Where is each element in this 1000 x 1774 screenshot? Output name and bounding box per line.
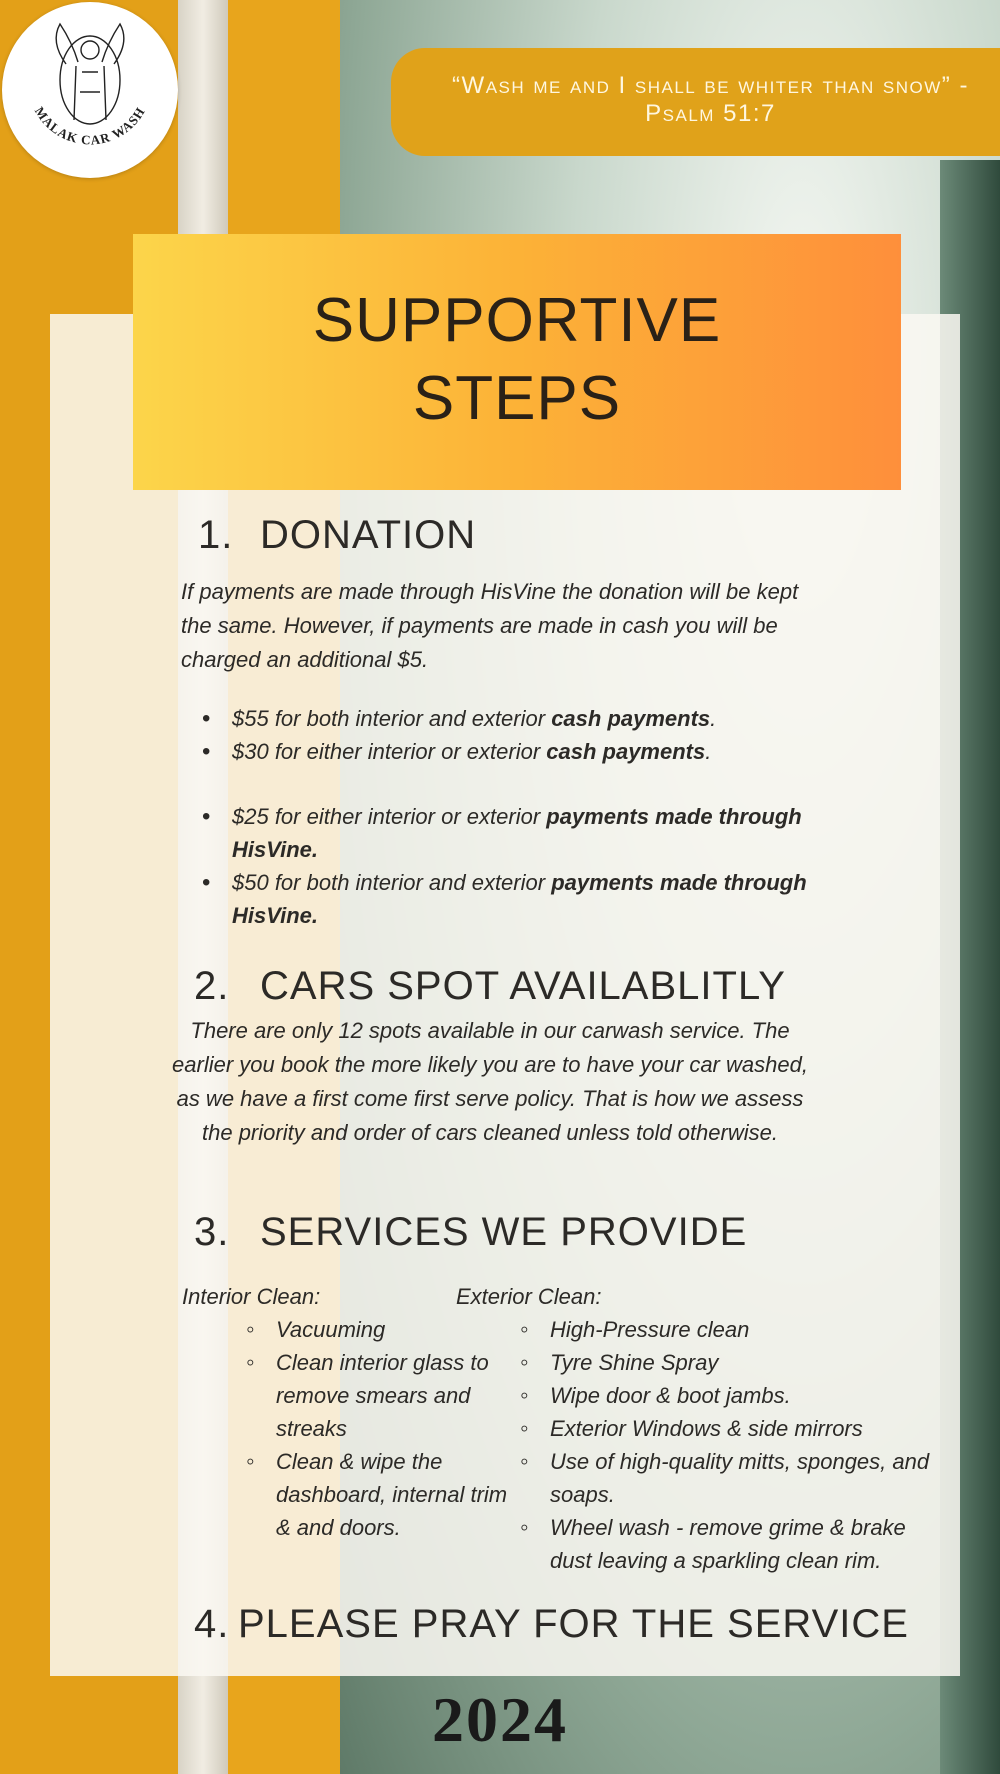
exterior-label: Exterior Clean: xyxy=(456,1284,602,1309)
cash-payment-list xyxy=(202,702,822,768)
section-heading-services: 3. SERVICES WE PROVIDE xyxy=(194,1210,748,1254)
list-item: • $50 for both interior and exterior payments made through HisVine. xyxy=(202,866,812,932)
malak-car-wash-logo xyxy=(2,2,178,178)
list-item: ◦ Vacuuming xyxy=(246,1313,516,1346)
title-banner xyxy=(133,234,901,490)
list-item: • $55 for both interior and exterior cash payments. xyxy=(202,702,822,735)
list-item: ◦ Clean interior glass to remove smears and streaks xyxy=(246,1346,516,1445)
donation-intro: If payments are made through HisVine the donation will be kept the same. However, if payments are made in cash you will be charged an additional $5. xyxy=(181,579,799,672)
interior-services-list xyxy=(246,1313,516,1544)
exterior-services-list xyxy=(520,1313,950,1577)
hisvine-payment-list xyxy=(202,800,812,932)
section-heading-pray: 4. PLEASE PRAY FOR THE SERVICE xyxy=(194,1602,909,1646)
list-item: ◦ Wheel wash - remove grime & brake dust leaving a sparkling clean rim. xyxy=(520,1511,950,1577)
spots-body: There are only 12 spots available in our carwash service. The earlier you book the more likely you are to have your car washed, as we have a first come first serve policy. That is how we assess the priority and order of cars cleaned unless told otherwise. xyxy=(172,1018,808,1145)
scripture-quote: “Wash me and I shall be whiter than snow” - Psalm 51:7 xyxy=(452,72,969,127)
year-label: 2024 xyxy=(432,1684,568,1755)
interior-label: Interior Clean: xyxy=(182,1284,321,1309)
list-item: ◦ High-Pressure clean xyxy=(520,1313,950,1346)
page-title: SUPPORTIVE STEPS xyxy=(312,286,722,433)
scripture-quote-banner xyxy=(391,48,1000,156)
list-item: • $30 for either interior or exterior cash payments. xyxy=(202,735,822,768)
list-item: ◦ Exterior Windows & side mirrors xyxy=(520,1412,950,1445)
list-item: • $25 for either interior or exterior payments made through HisVine. xyxy=(202,800,812,866)
list-item: ◦ Wipe door & boot jambs. xyxy=(520,1379,950,1412)
list-item: ◦ Use of high-quality mitts, sponges, and soaps. xyxy=(520,1445,950,1511)
section-heading-donation: 1. DONATION xyxy=(198,513,477,557)
svg-text:MALAK CAR WASH: MALAK CAR WASH xyxy=(31,104,149,148)
list-item: ◦ Clean & wipe the dashboard, internal trim & and doors. xyxy=(246,1445,516,1544)
list-item: ◦ Tyre Shine Spray xyxy=(520,1346,950,1379)
section-heading-spots: 2. CARS SPOT AVAILABLITLY xyxy=(194,964,786,1008)
